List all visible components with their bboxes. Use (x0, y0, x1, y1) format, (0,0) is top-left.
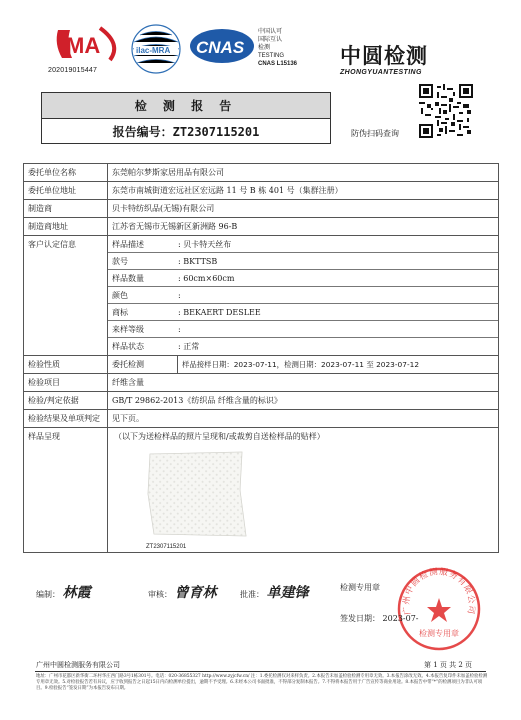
red-seal-stamp (396, 566, 482, 652)
issue-date-label: 签发日期： (340, 614, 380, 623)
prepared-label: 编制： (36, 590, 60, 599)
brand-name-cn: 中圆检测 (340, 44, 428, 68)
item-label: 检验项目 (24, 374, 108, 392)
table-row (24, 392, 499, 410)
maker-value: 贝卡特纺织品(无锡)有限公司 (108, 200, 499, 218)
cma-logo (52, 24, 122, 64)
svg-text:MA: MA (66, 33, 101, 58)
info-item: 样品数量 : 60cm×60cm (108, 270, 498, 287)
fabric-sample-image (146, 450, 248, 548)
report-number (42, 119, 330, 144)
result-value: 见下页。 (108, 410, 499, 428)
client-info-label: 客户认定信息 (24, 236, 108, 356)
info-item: 样品描述 : 贝卡特天丝布 (108, 236, 498, 253)
sample-id-label: ZT2307115201 (146, 544, 187, 550)
footer-company: 广州中圆检测服务有限公司 (36, 661, 120, 669)
maker-label: 制造商 (24, 200, 108, 218)
item-value: 纤维含量 (108, 374, 499, 392)
table-row (24, 356, 499, 374)
table-row (24, 428, 499, 553)
cma-number: 202019015447 (48, 67, 98, 74)
sample-caption: （以下为送检样品的照片呈现和/或裁剪自送检样品的贴样） (114, 432, 325, 441)
table-row (24, 218, 499, 236)
info-item: 款号 : BKTTSB (108, 253, 498, 270)
seal-label: 检测专用章 (340, 583, 380, 592)
report-number-label: 报告编号： (112, 125, 173, 139)
brand-name-en: ZHONGYUANTESTING (340, 69, 422, 76)
table-row (24, 164, 499, 182)
svg-text:ilac-MRA: ilac-MRA (136, 46, 171, 55)
client-info-list (108, 236, 499, 356)
reviewed-label: 审核： (148, 590, 172, 599)
table-row (24, 200, 499, 218)
sample-label: 样品呈现 (24, 428, 108, 553)
report-number-value: ZT2307115201 (172, 124, 260, 139)
report-title-box (41, 92, 331, 144)
issue-date-value: 2023-07- (382, 614, 419, 623)
dates-value: 样品接样日期：2023-07-11，检测日期：2023-07-11 至 2023-07-12 (178, 356, 499, 374)
footer-page-number: 第 1 页 共 2 页 (424, 661, 473, 669)
client-label: 委托单位名称 (24, 164, 108, 182)
approved-by (240, 582, 309, 602)
sample-cell (108, 428, 499, 553)
nature-value: 委托检测 (108, 356, 178, 374)
client-address-value: 东莞市南城街道宏远社区宏远路 11 号 B 栋 401 号（集群注册） (108, 182, 499, 200)
report-info-table (23, 163, 499, 553)
qr-scan-label: 防伪扫码查询 (351, 129, 399, 138)
table-row (24, 374, 499, 392)
maker-address-label: 制造商地址 (24, 218, 108, 236)
cnas-logo (188, 26, 256, 66)
prepared-by (36, 582, 91, 602)
info-item: 颜色 : (108, 287, 498, 304)
reviewed-by (148, 582, 217, 602)
svg-text:CNAS: CNAS (196, 38, 245, 57)
footer-fine-print: 地址：广州市花都区新华街二环村华庄西门路3号1栋301号。电话：020-36855327 http://www.zyjcfw.cn/ 注：1.委托检测仅对来样负责。2.本报告未加盖检验检测专用章无效。3.本报告涂改无效。4.本报告复印件未加盖检验检测专用章无效。5.对检验报告若有异议，应于收到报告之日起15日内向检测单位提出，逾期不予受理。6.未经本公司书面批准，不得部分复制本报告。7.不得将本报告用于广告宣传等商业用途。8.本报告中带“*”的检测项目为非认可项目。9.检验报告“签发日期”为本报告发布日期。 (36, 674, 488, 691)
maker-address-value: 江苏省无锡市无锡新区新洲路 96-B (108, 218, 499, 236)
footer-divider (35, 671, 486, 672)
approved-signature: 单建锋 (266, 585, 309, 601)
svg-text:检测专用章: 检测专用章 (419, 629, 459, 638)
table-row (24, 236, 499, 356)
svg-text:广州中圆检测服务有限公司: 广州中圆检测服务有限公司 (401, 567, 477, 616)
basis-value: GB/T 29862-2013《纺织品 纤维含量的标识》 (108, 392, 499, 410)
info-item: 商标 : BEKAERT DESLEE (108, 304, 498, 321)
result-label: 检验结果及单项判定 (24, 410, 108, 428)
table-row (24, 182, 499, 200)
client-address-label: 委托单位地址 (24, 182, 108, 200)
sample-photo (146, 450, 248, 548)
report-title: 检 测 报 告 (42, 93, 330, 119)
qr-code-icon[interactable] (419, 84, 473, 138)
reviewed-signature: 曾育林 (174, 585, 217, 601)
issue-date (340, 613, 419, 624)
approved-label: 批准： (240, 590, 264, 599)
ilac-mra-logo (128, 22, 184, 76)
info-item: 来样等级 : (108, 321, 498, 338)
cnas-accreditation-text: 中国认可 国际互认 检测 TESTING CNAS L15136 (258, 29, 298, 67)
info-item: 样品状态 : 正常 (112, 342, 200, 351)
basis-label: 检验/判定依据 (24, 392, 108, 410)
prepared-signature: 林霞 (62, 585, 91, 601)
client-value: 东莞帕尔梦斯家居用品有限公司 (108, 164, 499, 182)
table-row (24, 410, 499, 428)
nature-label: 检验性质 (24, 356, 108, 374)
